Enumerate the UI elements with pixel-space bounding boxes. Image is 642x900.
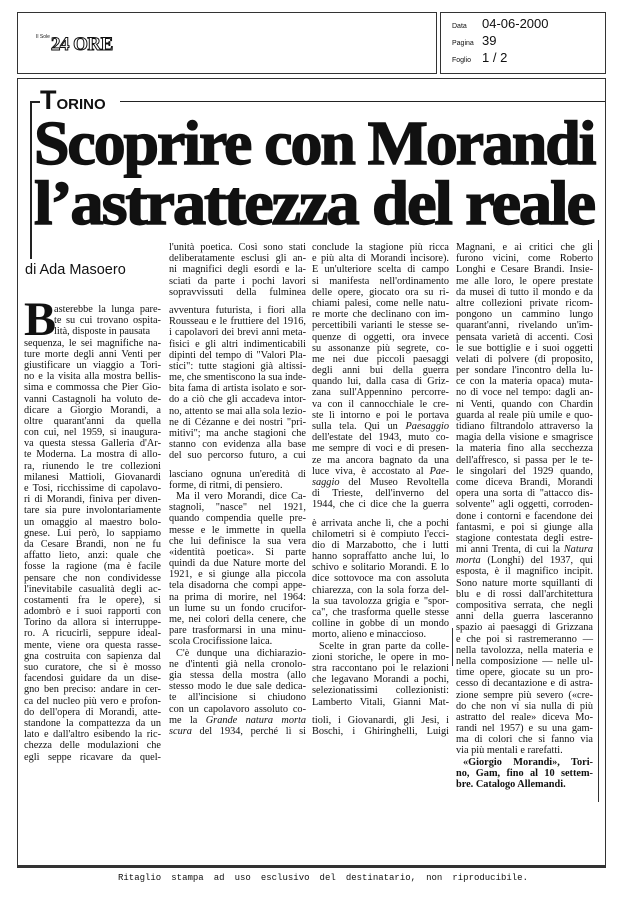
text-line: dipinti del tempo di "Valori Pla-: [169, 349, 306, 361]
text-segment: sulla tela. Qui un: [312, 421, 406, 432]
text-line: conclude la stagione più ricca: [312, 242, 449, 253]
text-line: giustificare un viaggio a Tori-: [24, 359, 161, 371]
text-line: Lamberto Vitali, Gianni Mat-: [312, 696, 449, 708]
text-line: ce con la materia opaca) muta-: [456, 376, 593, 388]
text-line: dell'affresco, si passa per le te-: [456, 454, 593, 466]
text-line: nella tavolozza, nella materia e: [456, 644, 593, 656]
drop-cap: B: [24, 293, 57, 346]
text-line: 1944, che ci dice che la guerra: [312, 499, 449, 511]
text-line: suo curatore, che si è mosso: [24, 662, 161, 673]
text-line: dice sottovoce ma con assoluta: [312, 573, 449, 585]
headline-line-2: l’astrattezza del reale: [34, 170, 594, 238]
text-line: no, attento se mai alla sola lezio-: [169, 405, 306, 417]
text-line: chilometri si è compiuto l'ecci-: [312, 528, 449, 540]
text-line: i capolavori dei brevi anni meta-: [169, 327, 306, 339]
text-line: altre collezioni private ricom-: [456, 297, 593, 309]
text-line: furono vicini, come Roberto: [456, 253, 593, 265]
article-column-1: [24, 304, 161, 763]
text-line: ca", che trasforma quelle stesse: [312, 607, 449, 618]
text-line: me sempre di voci e di presen-: [312, 443, 449, 455]
text-line: colline in gobbe di un mondo: [312, 618, 449, 630]
text-line: zana sull'Appennino percorre-: [312, 387, 449, 399]
text-line: guarda al reale più umile e quo-: [456, 409, 593, 421]
text-line: bre. Catalogo Allemandi.: [456, 779, 566, 790]
text-line: gno ben preciso: andare in cer-: [24, 684, 161, 696]
text-line: ni Venti, quando con Chardin: [456, 398, 593, 410]
text-line: [456, 555, 593, 566]
text-line: do che non vi sia nulla di più: [456, 700, 593, 712]
text-line: tela disadorna che compì appe-: [169, 580, 306, 592]
text-line: Scelte in gran parte da colle-: [319, 640, 449, 652]
byline: di Ada Masoero: [25, 262, 126, 278]
italic-title: Pae-: [429, 465, 449, 477]
column-gap: [169, 462, 306, 469]
text-line: me, che smentiscono la sua inde-: [169, 372, 306, 384]
text-line: zioni storiche, le opere in mo-: [312, 651, 449, 663]
logo-prefix: Il Sole: [36, 34, 50, 40]
text-line: con un capolavoro assoluto co-: [169, 703, 306, 715]
text-line: stesso modo le due sale dedica-: [169, 681, 306, 693]
meta-label: Pagina: [452, 40, 474, 47]
text-line: chiami palesi, come nelle natu-: [312, 297, 449, 309]
text-line: deliberatamente esclusi gli an-: [169, 253, 306, 265]
article-column-4: [456, 242, 593, 790]
text-line: magia della visione e smagrisce: [456, 432, 593, 444]
text-line: adombrò e i suoi rapporti con: [24, 606, 161, 618]
text-line: è arrivata anche lì, che a pochi: [312, 517, 449, 529]
text-line: gia stessa della mostra (allo: [169, 669, 306, 681]
text-line: lasciano ognuna un'eredità di: [169, 468, 306, 480]
text-line: stanno con evidenza alla base: [169, 439, 306, 451]
text-line: quando lui, dalla casa di Griz-: [312, 376, 449, 388]
italic-title: saggio: [312, 476, 340, 488]
text-line: va con il cannocchiale le cre-: [312, 398, 449, 410]
meta-date: [452, 17, 549, 34]
text-line: bita fama di artista isolato e sor-: [169, 383, 306, 395]
text-line: come diceva Brandi, Morandi: [456, 476, 593, 488]
text-line: costamenti fra le opere), si: [24, 594, 161, 606]
text-line: lato e dall'altro esibendo la ric-: [24, 729, 161, 741]
italic-title: scura: [169, 725, 192, 737]
text-line: vanni Castagnoli ha voluto de-: [24, 393, 161, 405]
text-line: Ma il vero Morandi, dice Ca-: [176, 490, 306, 502]
text-line: percettibili varianti le stesse se-: [312, 320, 449, 332]
text-line: selezionatissimi collezionisti:: [312, 685, 449, 697]
text-line: Torino da allora si interruppe-: [24, 617, 161, 629]
text-line: asterebbe la lunga pare-: [54, 304, 161, 315]
text-line: [169, 726, 306, 737]
text-line: ma di colori che si fanno via: [456, 734, 593, 746]
text-line: facendosi guidare da un dise-: [24, 673, 161, 685]
column-gap: [312, 511, 449, 518]
text-segment: del 1934, perché lì si: [191, 725, 306, 737]
text-line: da Cesare Brandi, non ne fu: [24, 538, 161, 550]
text-line: scola Crocifissione laica.: [169, 636, 273, 648]
text-line: ne di Cézanne e dei nostri "pri-: [169, 416, 306, 428]
newspaper-logo: [36, 34, 113, 56]
text-line: [312, 421, 449, 432]
text-line: te Moderna. La mostra di allo-: [24, 449, 161, 461]
text-line: quindi da due Nature morte del: [169, 558, 306, 570]
text-line: del suo percorso futuro, a cui: [169, 450, 306, 462]
section-initial: T: [40, 85, 57, 115]
text-line: che legavano Morandi a pochi,: [312, 674, 449, 686]
text-line: Magnani, e ai critici che gli: [456, 242, 593, 253]
text-line: sima e commossa che Pier Gio-: [24, 382, 161, 394]
text-line: stici": tutte stagioni già altissi-: [169, 360, 306, 372]
text-line: e più alta di Morandi incisore).: [312, 253, 449, 265]
text-line: sequenza, le sei magnifiche na-: [24, 337, 161, 349]
meta-value: 04-06-2000: [482, 16, 549, 31]
section-rule-vertical: [30, 101, 32, 259]
text-line: ni magnifici degli esordi e la-: [169, 264, 306, 276]
text-line: spazio ai paesaggi di Grizzana: [456, 622, 593, 634]
text-line: ra, riunendo le tre collezioni: [24, 460, 161, 472]
text-line: ne d'intenti già nella cronolo-: [169, 658, 306, 670]
text-line: pongono un cammino lungo: [456, 309, 593, 321]
text-line: do dell'opera di Morandi, atte-: [24, 706, 161, 718]
text-line: compositiva serrata, che negli: [456, 600, 593, 611]
text-line: pare trasformarsi in una minu-: [169, 625, 306, 637]
text-line: su assonanze più segrete, co-: [312, 342, 449, 354]
text-line: degli anni bui della guerra: [312, 365, 449, 377]
meta-value: 39: [482, 33, 497, 48]
text-line: Longhi e Cesare Brandi. Insie-: [456, 264, 593, 276]
text-line: l'unità poetica. Così sono stati: [169, 242, 306, 253]
text-line: me, nei colori della cenere, che: [169, 614, 306, 625]
italic-title: Paesaggio: [405, 421, 449, 432]
text-line: stagnoli, "nasce" nel 1921,: [169, 502, 306, 514]
text-line: na prima di morire, nel 1964:: [169, 591, 306, 603]
meta-page: [452, 34, 496, 51]
text-line: «Giorgio Morandi», Tori-: [463, 756, 593, 768]
text-line: Sono nature morte squillanti di: [456, 577, 593, 589]
text-line: no e la visita alla mostra bellis-: [24, 371, 161, 383]
text-line: delle opere, giocato ora su ri-: [312, 286, 449, 298]
text-line: dio di Marzabotto, che i lutti: [312, 539, 449, 551]
text-line: chiarezza, con la sola forza del-: [312, 584, 449, 596]
meta-sheet: [452, 51, 507, 68]
text-line: va questa stessa Galleria d'Ar-: [24, 438, 161, 450]
text-line: time opere, giocate su un pro-: [456, 667, 593, 679]
text-line: stagione contestata degli estre-: [456, 532, 593, 544]
text-line: no di voce nel tempo: dagli an-: [456, 387, 593, 399]
meta-label: Foglio: [452, 57, 472, 64]
text-line: e che poi si rastremeranno —: [456, 633, 593, 645]
text-line: avventura futurista, i fiori alla: [169, 304, 306, 316]
article-column-3: [312, 242, 449, 737]
text-line: di Trieste, dell'inverno del: [312, 488, 449, 500]
text-line: ro. A ricucirli, seppure ideal-: [24, 628, 161, 640]
text-line: dicare a Giorgio Morandi, a: [24, 404, 161, 416]
text-line: velati di polvere (di proposito,: [456, 353, 593, 365]
text-line: zione sempre più severo («cre-: [456, 689, 593, 701]
text-segment: del Museo Revoltella: [339, 476, 449, 488]
text-line: oltre quarant'anni da quella: [24, 415, 161, 427]
text-line: quando compendia quelle pre-: [169, 513, 306, 525]
text-line: astratto del reale» diceva Mo-: [456, 711, 593, 723]
text-line: solvente" agli oggetti, corroden-: [456, 499, 593, 511]
text-line: [169, 715, 306, 726]
text-line: no, Gam, fino al 10 settem-: [456, 767, 593, 779]
text-line: blu e di rossi dall'architettura: [456, 588, 593, 600]
footer-notice: Ritaglio stampa ad uso esclusivo del destinatario, non riproducibile.: [118, 873, 528, 883]
text-line: dell'estate del 1943, muto co-: [312, 432, 449, 444]
text-line: Rousseau e le fruttiere del 1916,: [169, 316, 306, 328]
text-line: ture morte degli anni Venti per: [24, 348, 161, 360]
text-line: pensare che non condividesse: [24, 572, 161, 584]
text-line: te all'incisione si chiudono: [169, 692, 306, 704]
text-line: E un'ulteriore scelta di campo: [312, 264, 449, 276]
text-line: me alle loro, le opere prestate: [456, 275, 593, 287]
text-line: done i contorni e facendone dei: [456, 510, 593, 522]
text-line: affatto lieto, anzi: quale che: [24, 550, 161, 562]
text-line: sopravvissuti della fulminea: [169, 286, 306, 298]
text-segment: mi anni Trenta, di cui la: [456, 544, 564, 556]
text-line: stra raccontano poi le relazioni: [312, 662, 449, 674]
text-line: per sondare l'incontro della lu-: [456, 365, 593, 377]
text-line: sciati da parte i pochi lavori: [169, 275, 306, 287]
text-segment: luce viva, è accostato al: [312, 465, 430, 477]
text-line: re morte che declinano con im-: [312, 309, 449, 321]
meta-value: 1 / 2: [482, 50, 508, 65]
text-line: fantasmi, e poi si giunge alla: [456, 521, 593, 533]
column-rule: [598, 240, 599, 802]
text-line: esposta, è il magnifico incipit.: [456, 566, 593, 578]
text-line: standone la compattezza da un: [24, 717, 161, 729]
footer-rule: [17, 866, 606, 868]
text-line: morto, alieno e minaccioso.: [312, 629, 427, 641]
italic-title: morta: [456, 555, 481, 567]
text-line: Boschi, i Ghiringhelli, Luigi: [312, 725, 449, 737]
text-line: nella composizione — nelle ul-: [456, 655, 593, 667]
text-line: l'inevitabile casualità degli ac-: [24, 583, 161, 595]
text-line: le singolari del 1929 quando,: [456, 465, 593, 477]
text-line: opera una sorta di "attacco dis-: [456, 488, 593, 500]
headline-line-1: Scoprire con Morandi: [34, 110, 595, 178]
text-line: C'è dunque una dichiarazio-: [176, 647, 306, 659]
text-line: fosse la ragione (ma è facile: [24, 561, 161, 573]
text-line: tare sia pure involontariamente: [24, 505, 161, 517]
text-line: mente, viene ora questa rasse-: [24, 639, 161, 651]
text-segment: me la: [169, 714, 206, 726]
text-line: messe e le immette in quella: [169, 524, 306, 536]
column-gap: [169, 298, 306, 305]
text-line: pensata varietà di accenti. Così: [456, 331, 593, 343]
text-line: la sua tavolozza grigia e "spor-: [312, 595, 449, 607]
text-line: anni della guerra lasceranno: [456, 611, 593, 623]
text-line: ca del nucleo più vero e profon-: [24, 695, 161, 707]
text-line: un omaggio al maestro bolo-: [24, 516, 161, 528]
text-line: un lume su un fondo crucifor-: [169, 602, 306, 614]
section-rest: ORINO: [56, 96, 106, 113]
italic-title: Grande natura morta: [205, 714, 306, 726]
text-line: ste lì intorno e poi le portava: [312, 409, 449, 421]
text-line: cesso di decantazione e di astra-: [456, 678, 593, 690]
text-line: e Tosi, ricchissime di capolavo-: [24, 483, 161, 494]
text-line: [456, 544, 593, 555]
text-line: gna costruita con sapienza dal: [24, 650, 161, 662]
text-line: che lui definisce la sua vera: [169, 535, 306, 547]
column-rule: [452, 628, 453, 666]
article-column-2: [169, 242, 306, 737]
text-segment: (Longhi) del 1937, qui: [480, 555, 593, 567]
text-line: hanno sopraffatto anche lui, lo: [312, 551, 449, 563]
text-line: ze ma ancora bagnato da una: [312, 454, 449, 466]
text-line: do a ciò che gli accadeva intor-: [169, 394, 306, 406]
text-line: quenze di oggetti, ora invece: [312, 331, 449, 343]
text-line: «identità poetica». Si parte: [169, 546, 306, 558]
text-line: te su cui trovano ospita-: [54, 315, 161, 327]
text-line: randi nel 1957) e su una gam-: [456, 723, 593, 735]
text-line: quarant'anni, rivelando un'im-: [456, 320, 593, 332]
text-line: [312, 477, 449, 488]
text-line: tidiano filtrandolo attraverso la: [456, 421, 593, 432]
text-line: me nei due piccoli paesaggi: [312, 353, 449, 365]
text-line: le sue bottiglie e i suoi oggetti: [456, 342, 593, 354]
text-line: fisici e gli altri indimenticabili: [169, 338, 306, 350]
text-line: gnese. Lui però, lo sappiamo: [24, 527, 161, 539]
logo-main: 24 ORE: [50, 34, 113, 55]
text-line: la materia fino alla secchezza: [456, 443, 593, 455]
text-line: con cui, nel 1959, si inaugura-: [24, 427, 161, 439]
italic-title: Natura: [563, 544, 593, 556]
text-line: chezza delle modulazioni che: [24, 740, 161, 752]
text-line: lità, disposte in pausata: [54, 326, 151, 338]
text-line: forme, di ritmi, di pensiero.: [169, 479, 283, 491]
text-line: schivo e solitario Morandi. E lo: [312, 562, 449, 574]
text-line: ri di Morandi, finiva per diven-: [24, 494, 161, 506]
text-line: 1921, e si giunge alla piccola: [169, 569, 306, 581]
text-line: egli seppe ricavare da quel-: [24, 751, 161, 763]
text-line: milanesi Mattioli, Giovanardi: [24, 471, 161, 483]
meta-label: Data: [452, 23, 467, 30]
text-line: mitivi"; ma anche stagioni che: [169, 428, 306, 439]
text-line: via più mentali e rarefatti.: [456, 745, 563, 757]
text-line: da musei di tutto il mondo e da: [456, 286, 593, 298]
column-gap: [312, 708, 449, 715]
section-rule-right: [120, 101, 605, 102]
text-line: si manifesta nell'ordinamento: [312, 275, 449, 287]
text-line: [312, 466, 449, 477]
text-line: tioli, i Giovanardi, gli Jesi, i: [312, 714, 449, 726]
